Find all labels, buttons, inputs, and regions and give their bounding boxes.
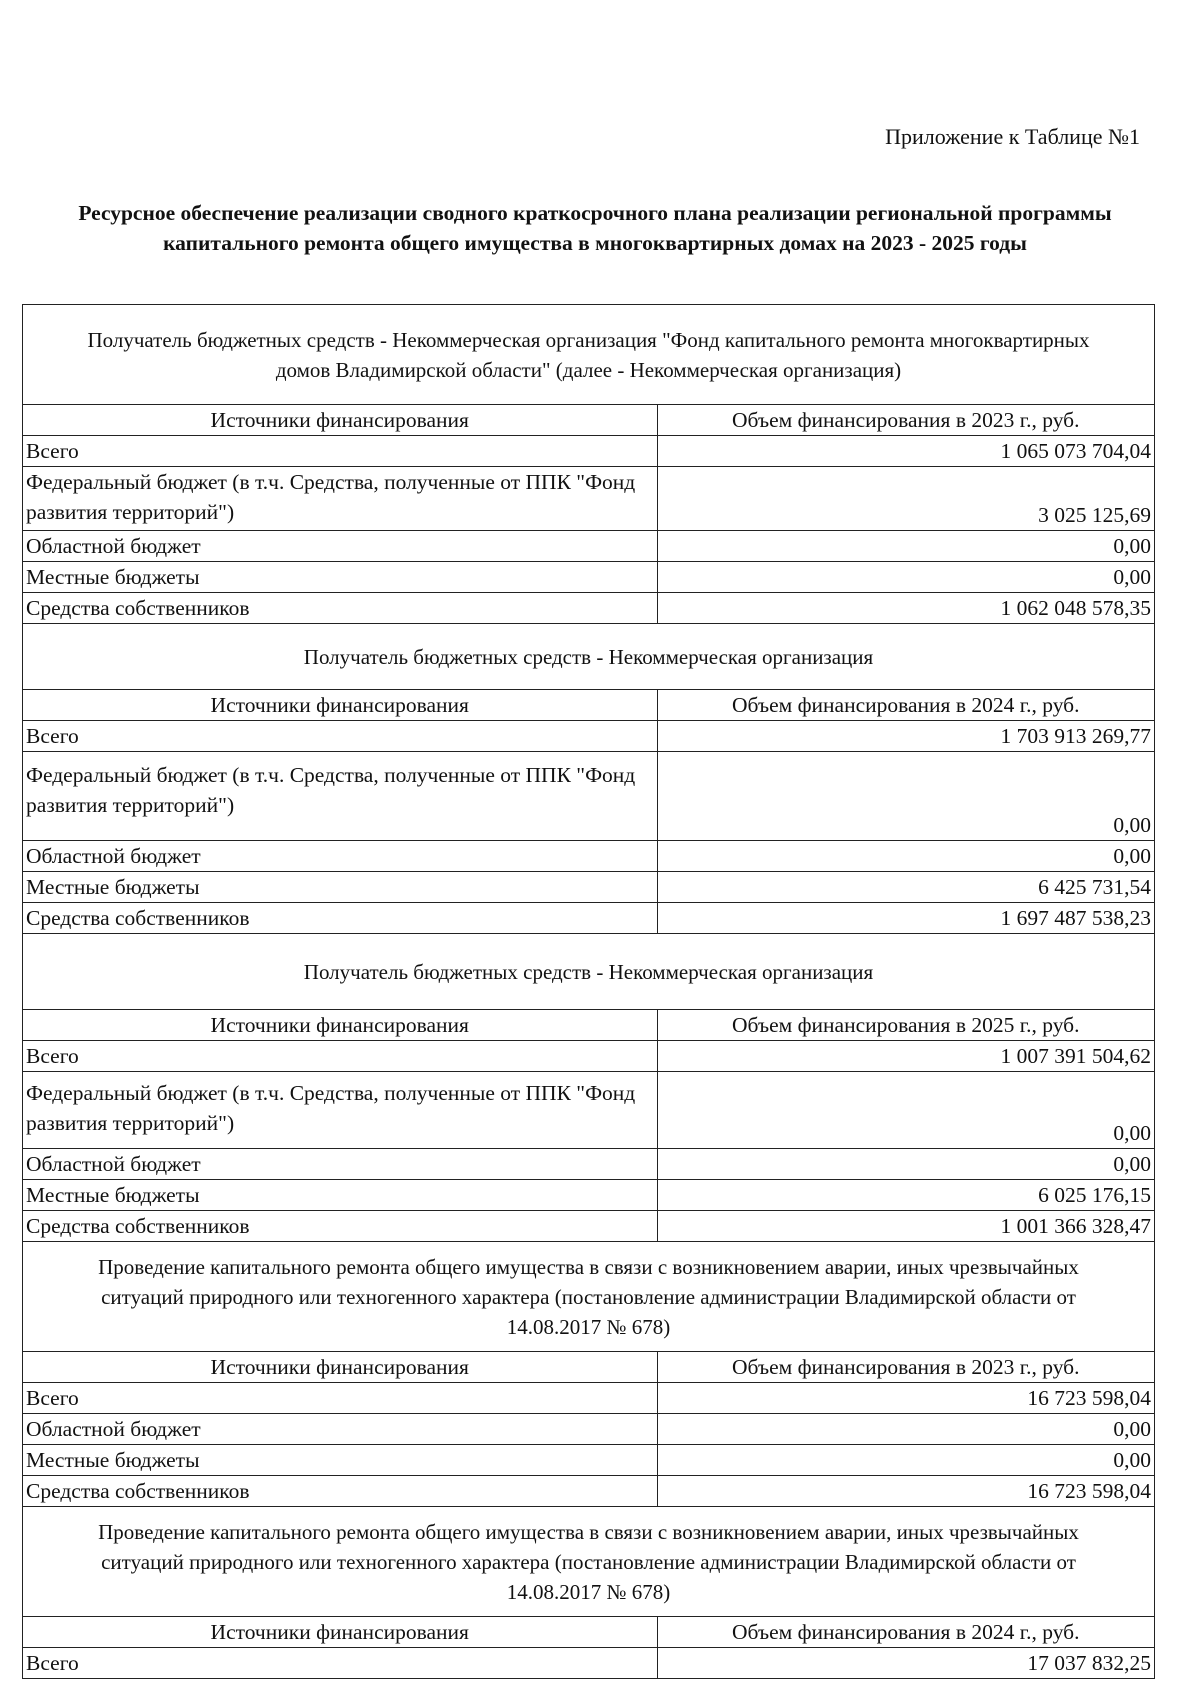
- row-label: Областной бюджет: [23, 531, 657, 562]
- funding-table: [23, 690, 1154, 934]
- table-row: [23, 872, 1154, 903]
- funding-table: [23, 405, 1154, 624]
- column-header-amount: Объем финансирования в 2024 г., руб.: [657, 1617, 1154, 1648]
- row-value: 6 025 176,15: [657, 1180, 1154, 1211]
- funding-table: [23, 1617, 1154, 1679]
- funding-sheet: [22, 304, 1155, 1679]
- column-header-amount: Объем финансирования в 2023 г., руб.: [657, 405, 1154, 436]
- appendix-label: Приложение к Таблице №1: [885, 124, 1140, 149]
- table-row: [23, 562, 1154, 593]
- row-label: Местные бюджеты: [23, 562, 657, 593]
- row-label: Областной бюджет: [23, 1149, 657, 1180]
- row-value: 0,00: [657, 531, 1154, 562]
- row-label: Всего: [23, 1648, 657, 1679]
- column-header-amount: Объем финансирования в 2024 г., руб.: [657, 690, 1154, 721]
- column-header-amount: Объем финансирования в 2025 г., руб.: [657, 1010, 1154, 1041]
- section-heading: Получатель бюджетных средств - Некоммерческая организация: [23, 934, 1154, 1010]
- row-value: 17 037 832,25: [657, 1648, 1154, 1679]
- row-value: 0,00: [657, 1149, 1154, 1180]
- row-value: 16 723 598,04: [657, 1383, 1154, 1414]
- table-row: [23, 752, 1154, 841]
- table-row: [23, 841, 1154, 872]
- row-value: 1 697 487 538,23: [657, 903, 1154, 934]
- table-row: [23, 531, 1154, 562]
- document-title: Ресурсное обеспечение реализации сводного краткосрочного плана реализации региональной программы капитального ремонта общего имущества в многоквартирных домах на 2023 - 2025 годы: [78, 201, 1112, 255]
- table-header-row: [23, 1010, 1154, 1041]
- table-row: [23, 1414, 1154, 1445]
- column-header-source: Источники финансирования: [23, 690, 657, 721]
- table-row: [23, 1041, 1154, 1072]
- row-value: 1 062 048 578,35: [657, 593, 1154, 624]
- funding-table: [23, 1352, 1154, 1507]
- row-label: Федеральный бюджет (в т.ч. Средства, полученные от ППК "Фонд развития территорий"): [23, 1072, 657, 1149]
- table-row: [23, 467, 1154, 531]
- row-label: Областной бюджет: [23, 841, 657, 872]
- section-heading: Проведение капитального ремонта общего имущества в связи с возникновением аварии, иных чрезвычайных ситуаций природного или техногенного характера (постановление администрации Владимирской области от 14.08.2017 № 678): [23, 1507, 1154, 1617]
- table-row: [23, 1445, 1154, 1476]
- table-row: [23, 721, 1154, 752]
- row-label: Средства собственников: [23, 1476, 657, 1507]
- row-label: Местные бюджеты: [23, 1180, 657, 1211]
- table-row: [23, 436, 1154, 467]
- section-heading: Получатель бюджетных средств - Некоммерческая организация "Фонд капитального ремонта многоквартирных домов Владимирской области" (далее - Некоммерческая организация): [23, 305, 1154, 405]
- row-value: 0,00: [657, 1445, 1154, 1476]
- row-value: 3 025 125,69: [657, 467, 1154, 531]
- row-value: 1 065 073 704,04: [657, 436, 1154, 467]
- table-header-row: [23, 405, 1154, 436]
- row-label: Областной бюджет: [23, 1414, 657, 1445]
- table-row: [23, 1476, 1154, 1507]
- table-header-row: [23, 1617, 1154, 1648]
- row-label: Всего: [23, 1041, 657, 1072]
- table-row: [23, 1149, 1154, 1180]
- table-row: [23, 1383, 1154, 1414]
- row-label: Местные бюджеты: [23, 872, 657, 903]
- row-label: Средства собственников: [23, 593, 657, 624]
- row-label: Всего: [23, 436, 657, 467]
- row-label: Местные бюджеты: [23, 1445, 657, 1476]
- table-header-row: [23, 690, 1154, 721]
- table-header-row: [23, 1352, 1154, 1383]
- table-row: [23, 593, 1154, 624]
- table-row: [23, 1648, 1154, 1679]
- section-heading: Получатель бюджетных средств - Некоммерческая организация: [23, 624, 1154, 690]
- funding-table: [23, 1010, 1154, 1242]
- row-value: 0,00: [657, 1414, 1154, 1445]
- column-header-source: Источники финансирования: [23, 405, 657, 436]
- row-value: 0,00: [657, 841, 1154, 872]
- row-value: 0,00: [657, 1072, 1154, 1149]
- table-row: [23, 1211, 1154, 1242]
- row-value: 16 723 598,04: [657, 1476, 1154, 1507]
- row-label: Федеральный бюджет (в т.ч. Средства, полученные от ППК "Фонд развития территорий"): [23, 752, 657, 841]
- table-row: [23, 1180, 1154, 1211]
- row-label: Средства собственников: [23, 1211, 657, 1242]
- row-value: 0,00: [657, 562, 1154, 593]
- row-value: 6 425 731,54: [657, 872, 1154, 903]
- column-header-source: Источники финансирования: [23, 1352, 657, 1383]
- column-header-source: Источники финансирования: [23, 1010, 657, 1041]
- table-row: [23, 1072, 1154, 1149]
- row-value: 0,00: [657, 752, 1154, 841]
- row-value: 1 703 913 269,77: [657, 721, 1154, 752]
- row-label: Федеральный бюджет (в т.ч. Средства, полученные от ППК "Фонд развития территорий"): [23, 467, 657, 531]
- row-label: Средства собственников: [23, 903, 657, 934]
- row-value: 1 001 366 328,47: [657, 1211, 1154, 1242]
- row-label: Всего: [23, 1383, 657, 1414]
- column-header-amount: Объем финансирования в 2023 г., руб.: [657, 1352, 1154, 1383]
- row-value: 1 007 391 504,62: [657, 1041, 1154, 1072]
- column-header-source: Источники финансирования: [23, 1617, 657, 1648]
- table-row: [23, 903, 1154, 934]
- section-heading: Проведение капитального ремонта общего имущества в связи с возникновением аварии, иных чрезвычайных ситуаций природного или техногенного характера (постановление администрации Владимирской области от 14.08.2017 № 678): [23, 1242, 1154, 1352]
- row-label: Всего: [23, 721, 657, 752]
